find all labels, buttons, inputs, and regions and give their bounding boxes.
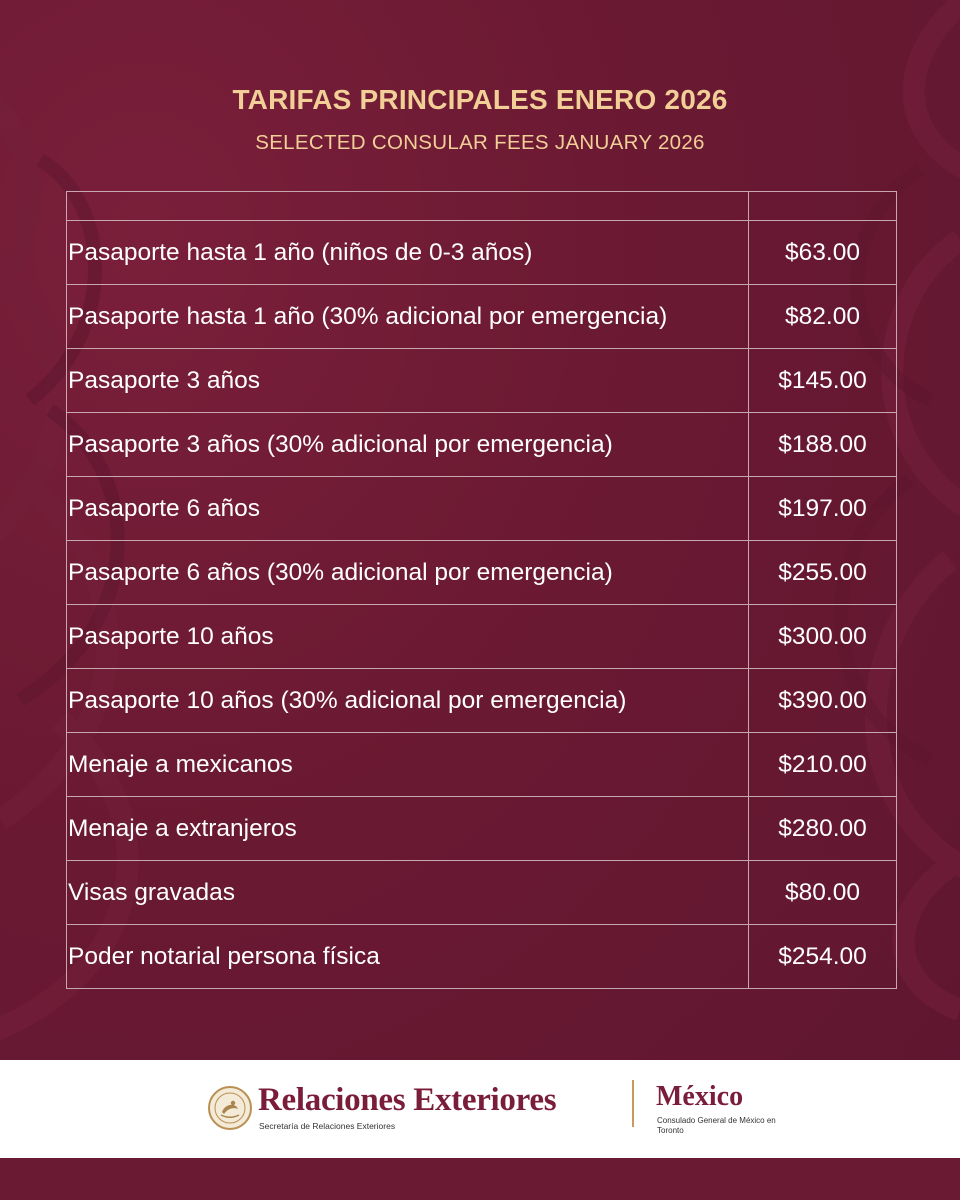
page-subtitle: SELECTED CONSULAR FEES JANUARY 2026	[255, 131, 705, 154]
footer-banner	[0, 1060, 960, 1158]
fee-service-cell: Pasaporte 10 años	[67, 605, 749, 669]
fee-service-cell: Pasaporte 6 años	[67, 477, 749, 541]
table-row	[67, 221, 897, 285]
table-row	[67, 861, 897, 925]
table-row	[67, 605, 897, 669]
table-header-row	[67, 192, 897, 221]
fee-service-cell: Pasaporte 6 años (30% adicional por emergencia)	[67, 541, 749, 605]
table-row	[67, 733, 897, 797]
table-row	[67, 477, 897, 541]
table-row	[67, 669, 897, 733]
header-cell-price	[749, 192, 897, 221]
fee-price-cell: $63.00	[749, 221, 897, 285]
page-title: TARIFAS PRINCIPALES ENERO 2026	[232, 84, 728, 115]
fee-price-cell: $280.00	[749, 797, 897, 861]
fee-service-cell: Menaje a mexicanos	[67, 733, 749, 797]
brand-subtitle: Secretaría de Relaciones Exteriores	[259, 1121, 396, 1131]
fee-price-cell: $80.00	[749, 861, 897, 925]
fee-service-cell: Visas gravadas	[67, 861, 749, 925]
fee-price-cell: $255.00	[749, 541, 897, 605]
fees-table	[66, 191, 897, 989]
fee-price-cell: $300.00	[749, 605, 897, 669]
fee-service-cell: Menaje a extranjeros	[67, 797, 749, 861]
fee-price-cell: $210.00	[749, 733, 897, 797]
fee-price-cell: $145.00	[749, 349, 897, 413]
national-seal-icon	[207, 1085, 253, 1131]
header-cell-service	[67, 192, 749, 221]
footer-divider	[632, 1080, 634, 1127]
table-row	[67, 349, 897, 413]
table-row	[67, 925, 897, 989]
table-row	[67, 541, 897, 605]
fee-price-cell: $197.00	[749, 477, 897, 541]
fee-price-cell: $82.00	[749, 285, 897, 349]
fee-service-cell: Poder notarial persona física	[67, 925, 749, 989]
fee-service-cell: Pasaporte 3 años	[67, 349, 749, 413]
fee-price-cell: $188.00	[749, 413, 897, 477]
table-row	[67, 797, 897, 861]
bottom-band	[0, 1158, 960, 1200]
fee-service-cell: Pasaporte hasta 1 año (30% adicional por emergencia)	[67, 285, 749, 349]
table-row	[67, 413, 897, 477]
fee-service-cell: Pasaporte 10 años (30% adicional por emergencia)	[67, 669, 749, 733]
consulate-name: Consulado General de México en Toronto	[657, 1116, 776, 1135]
fee-service-cell: Pasaporte hasta 1 año (niños de 0-3 años)	[67, 221, 749, 285]
fee-service-cell: Pasaporte 3 años (30% adicional por emergencia)	[67, 413, 749, 477]
country-name: México	[656, 1081, 744, 1112]
table-row	[67, 285, 897, 349]
fee-price-cell: $390.00	[749, 669, 897, 733]
brand-name: Relaciones Exteriores	[258, 1082, 557, 1118]
fee-price-cell: $254.00	[749, 925, 897, 989]
